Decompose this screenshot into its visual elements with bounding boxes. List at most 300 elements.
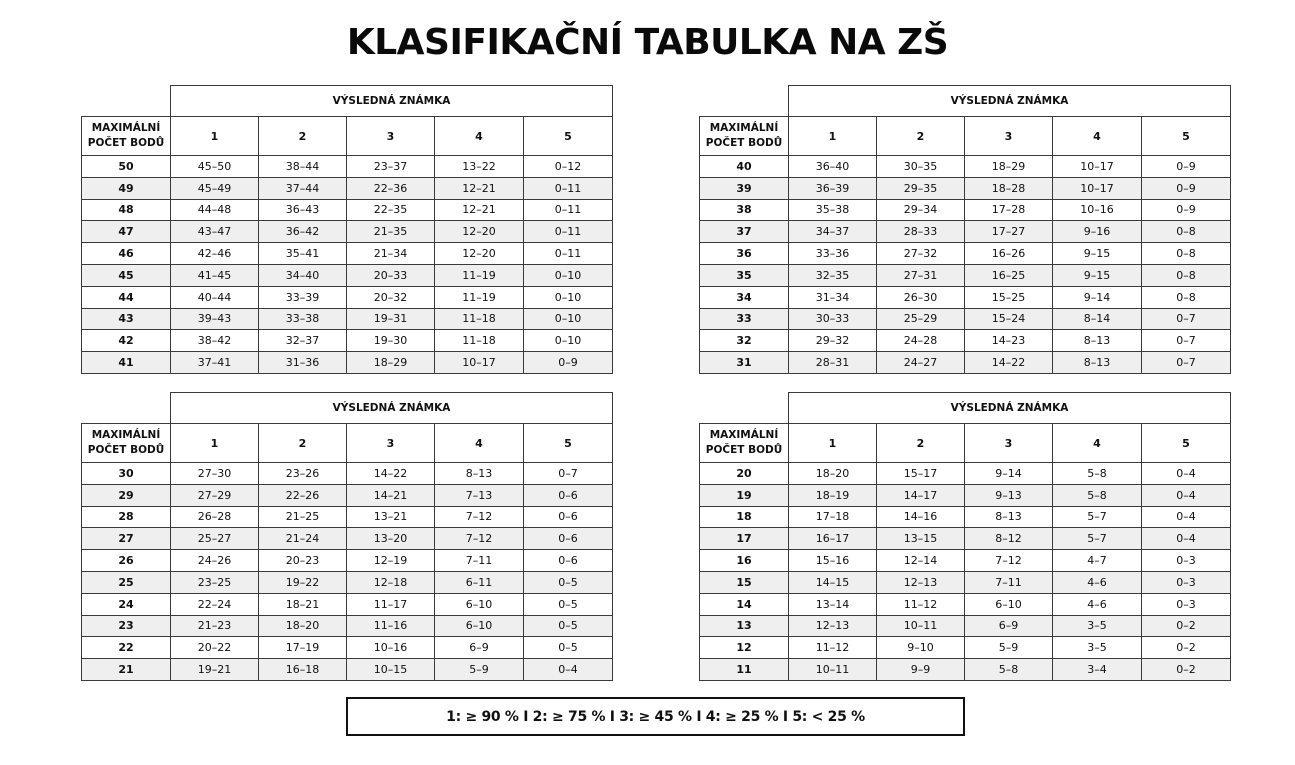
grade-3-range-cell: 14–22 bbox=[347, 463, 435, 485]
table-row bbox=[700, 550, 1231, 572]
grade-1-range-cell: 33–36 bbox=[789, 243, 877, 265]
grade-1-range-cell: 23–25 bbox=[171, 571, 259, 593]
grade-1-range-cell: 26–28 bbox=[171, 506, 259, 528]
grade-header-4: 4 bbox=[435, 117, 524, 156]
grade-3-range-cell: 20–32 bbox=[347, 286, 435, 308]
grade-1-range-cell: 39–43 bbox=[171, 308, 259, 330]
grade-1-range-cell: 30–33 bbox=[789, 308, 877, 330]
grade-5-range-cell: 0–5 bbox=[524, 615, 613, 637]
table-row bbox=[700, 571, 1231, 593]
group-header-row bbox=[700, 86, 1231, 117]
grade-3-range-cell: 12–19 bbox=[347, 550, 435, 572]
max-points-cell: 32 bbox=[700, 330, 789, 352]
column-header-row bbox=[700, 424, 1231, 463]
grade-3-range-cell: 18–29 bbox=[965, 156, 1053, 178]
table-row bbox=[82, 528, 613, 550]
page-title: KLASIFIKAČNÍ TABULKA NA ZŠ bbox=[346, 22, 949, 63]
max-points-header bbox=[700, 117, 789, 156]
grade-4-range-cell: 6–11 bbox=[435, 571, 524, 593]
grading-table-20-11 bbox=[699, 392, 1231, 681]
grade-header-3: 3 bbox=[347, 117, 435, 156]
grade-3-range-cell: 12–18 bbox=[347, 571, 435, 593]
grade-5-range-cell: 0–4 bbox=[1142, 506, 1231, 528]
max-points-header-line2: POČET BODŮ bbox=[87, 137, 165, 149]
max-points-cell: 24 bbox=[82, 593, 171, 615]
max-points-header-line1: MAXIMÁLNÍ bbox=[709, 429, 779, 441]
grade-1-range-cell: 19–21 bbox=[171, 659, 259, 681]
grade-header-1: 1 bbox=[789, 424, 877, 463]
table-row bbox=[700, 243, 1231, 265]
grade-header-4: 4 bbox=[435, 424, 524, 463]
grade-3-range-cell: 22–35 bbox=[347, 199, 435, 221]
grade-5-range-cell: 0–6 bbox=[524, 528, 613, 550]
grade-2-range-cell: 12–13 bbox=[877, 571, 965, 593]
grade-3-range-cell: 17–27 bbox=[965, 221, 1053, 243]
grade-4-range-cell: 10–17 bbox=[435, 352, 524, 374]
grade-1-range-cell: 27–30 bbox=[171, 463, 259, 485]
grade-header-1: 1 bbox=[171, 117, 259, 156]
grade-3-range-cell: 18–28 bbox=[965, 177, 1053, 199]
grade-1-range-cell: 42–46 bbox=[171, 243, 259, 265]
grade-4-range-cell: 9–14 bbox=[1053, 286, 1142, 308]
table-row bbox=[82, 308, 613, 330]
grade-5-range-cell: 0–5 bbox=[524, 571, 613, 593]
table-row bbox=[82, 593, 613, 615]
max-points-cell: 44 bbox=[82, 286, 171, 308]
grade-5-range-cell: 0–4 bbox=[524, 659, 613, 681]
grade-5-range-cell: 0–10 bbox=[524, 308, 613, 330]
grade-3-range-cell: 8–12 bbox=[965, 528, 1053, 550]
grade-1-range-cell: 36–39 bbox=[789, 177, 877, 199]
grade-header-2: 2 bbox=[259, 424, 347, 463]
grade-5-range-cell: 0–2 bbox=[1142, 615, 1231, 637]
grade-5-range-cell: 0–2 bbox=[1142, 637, 1231, 659]
grade-5-range-cell: 0–6 bbox=[524, 550, 613, 572]
max-points-cell: 38 bbox=[700, 199, 789, 221]
grade-2-range-cell: 27–32 bbox=[877, 243, 965, 265]
grade-4-range-cell: 3–5 bbox=[1053, 615, 1142, 637]
grade-2-range-cell: 29–35 bbox=[877, 177, 965, 199]
table-row bbox=[700, 528, 1231, 550]
table-row bbox=[82, 221, 613, 243]
grade-4-range-cell: 7–12 bbox=[435, 528, 524, 550]
max-points-cell: 46 bbox=[82, 243, 171, 265]
grade-1-range-cell: 36–40 bbox=[789, 156, 877, 178]
grade-2-range-cell: 25–29 bbox=[877, 308, 965, 330]
max-points-cell: 47 bbox=[82, 221, 171, 243]
grade-3-range-cell: 8–13 bbox=[965, 506, 1053, 528]
grade-1-range-cell: 38–42 bbox=[171, 330, 259, 352]
grade-5-range-cell: 0–11 bbox=[524, 221, 613, 243]
grade-2-range-cell: 22–26 bbox=[259, 484, 347, 506]
table-row bbox=[700, 593, 1231, 615]
grade-2-range-cell: 18–21 bbox=[259, 593, 347, 615]
max-points-cell: 50 bbox=[82, 156, 171, 178]
blank-corner bbox=[700, 393, 789, 424]
max-points-cell: 36 bbox=[700, 243, 789, 265]
grade-4-range-cell: 12–21 bbox=[435, 199, 524, 221]
max-points-cell: 13 bbox=[700, 615, 789, 637]
grade-header-1: 1 bbox=[789, 117, 877, 156]
grade-2-range-cell: 36–42 bbox=[259, 221, 347, 243]
grade-3-range-cell: 23–37 bbox=[347, 156, 435, 178]
table-row bbox=[700, 615, 1231, 637]
grade-1-range-cell: 14–15 bbox=[789, 571, 877, 593]
grade-5-range-cell: 0–4 bbox=[1142, 528, 1231, 550]
table-row bbox=[82, 484, 613, 506]
grade-4-range-cell: 4–6 bbox=[1053, 571, 1142, 593]
grade-4-range-cell: 7–12 bbox=[435, 506, 524, 528]
grade-header-3: 3 bbox=[965, 117, 1053, 156]
grade-2-range-cell: 20–23 bbox=[259, 550, 347, 572]
grade-4-range-cell: 4–6 bbox=[1053, 593, 1142, 615]
grade-1-range-cell: 20–22 bbox=[171, 637, 259, 659]
max-points-cell: 25 bbox=[82, 571, 171, 593]
max-points-cell: 31 bbox=[700, 352, 789, 374]
grade-3-range-cell: 22–36 bbox=[347, 177, 435, 199]
grade-3-range-cell: 20–33 bbox=[347, 264, 435, 286]
max-points-cell: 18 bbox=[700, 506, 789, 528]
grade-4-range-cell: 5–7 bbox=[1053, 506, 1142, 528]
grade-4-range-cell: 6–10 bbox=[435, 615, 524, 637]
grade-4-range-cell: 11–19 bbox=[435, 264, 524, 286]
grade-4-range-cell: 13–22 bbox=[435, 156, 524, 178]
grade-3-range-cell: 16–25 bbox=[965, 264, 1053, 286]
grade-2-range-cell: 12–14 bbox=[877, 550, 965, 572]
grade-3-range-cell: 7–12 bbox=[965, 550, 1053, 572]
grade-2-range-cell: 14–17 bbox=[877, 484, 965, 506]
grade-3-range-cell: 5–8 bbox=[965, 659, 1053, 681]
grade-5-range-cell: 0–7 bbox=[524, 463, 613, 485]
grade-header-3: 3 bbox=[965, 424, 1053, 463]
blank-corner bbox=[700, 86, 789, 117]
grade-1-range-cell: 28–31 bbox=[789, 352, 877, 374]
grade-5-range-cell: 0–8 bbox=[1142, 221, 1231, 243]
grade-4-range-cell: 3–4 bbox=[1053, 659, 1142, 681]
group-header-vysledna-znamka: VÝSLEDNÁ ZNÁMKA bbox=[789, 86, 1231, 117]
grade-2-range-cell: 21–24 bbox=[259, 528, 347, 550]
grade-1-range-cell: 41–45 bbox=[171, 264, 259, 286]
grade-3-range-cell: 15–25 bbox=[965, 286, 1053, 308]
grade-2-range-cell: 33–38 bbox=[259, 308, 347, 330]
grade-5-range-cell: 0–5 bbox=[524, 637, 613, 659]
max-points-cell: 35 bbox=[700, 264, 789, 286]
table-row bbox=[700, 506, 1231, 528]
grade-1-range-cell: 12–13 bbox=[789, 615, 877, 637]
max-points-cell: 11 bbox=[700, 659, 789, 681]
grade-5-range-cell: 0–10 bbox=[524, 330, 613, 352]
grade-5-range-cell: 0–6 bbox=[524, 506, 613, 528]
grade-3-range-cell: 5–9 bbox=[965, 637, 1053, 659]
grade-5-range-cell: 0–7 bbox=[1142, 352, 1231, 374]
grade-4-range-cell: 4–7 bbox=[1053, 550, 1142, 572]
max-points-header-line1: MAXIMÁLNÍ bbox=[91, 122, 161, 134]
grade-2-range-cell: 24–28 bbox=[877, 330, 965, 352]
max-points-cell: 43 bbox=[82, 308, 171, 330]
grade-1-range-cell: 45–50 bbox=[171, 156, 259, 178]
grade-percentage-legend: 1: ≥ 90 % I 2: ≥ 75 % I 3: ≥ 45 % I 4: ≥ 25 % I 5: < 25 % bbox=[346, 697, 965, 736]
grade-2-range-cell: 23–26 bbox=[259, 463, 347, 485]
group-header-row bbox=[82, 393, 613, 424]
grade-3-range-cell: 16–26 bbox=[965, 243, 1053, 265]
table-row bbox=[700, 177, 1231, 199]
table-row bbox=[700, 659, 1231, 681]
grade-4-range-cell: 7–13 bbox=[435, 484, 524, 506]
max-points-header-line1: MAXIMÁLNÍ bbox=[91, 429, 161, 441]
grade-4-range-cell: 11–18 bbox=[435, 308, 524, 330]
grade-2-range-cell: 27–31 bbox=[877, 264, 965, 286]
grade-2-range-cell: 21–25 bbox=[259, 506, 347, 528]
blank-corner bbox=[82, 393, 171, 424]
grade-4-range-cell: 8–13 bbox=[1053, 330, 1142, 352]
table-row bbox=[82, 177, 613, 199]
max-points-header bbox=[82, 117, 171, 156]
grade-1-range-cell: 27–29 bbox=[171, 484, 259, 506]
grade-2-range-cell: 30–35 bbox=[877, 156, 965, 178]
grade-4-range-cell: 5–8 bbox=[1053, 463, 1142, 485]
grade-3-range-cell: 10–15 bbox=[347, 659, 435, 681]
max-points-cell: 39 bbox=[700, 177, 789, 199]
max-points-cell: 33 bbox=[700, 308, 789, 330]
table-row bbox=[82, 571, 613, 593]
grade-1-range-cell: 13–14 bbox=[789, 593, 877, 615]
grade-4-range-cell: 5–9 bbox=[435, 659, 524, 681]
grade-3-range-cell: 11–17 bbox=[347, 593, 435, 615]
grade-2-range-cell: 9–10 bbox=[877, 637, 965, 659]
grade-4-range-cell: 5–8 bbox=[1053, 484, 1142, 506]
grade-2-range-cell: 10–11 bbox=[877, 615, 965, 637]
grade-4-range-cell: 9–16 bbox=[1053, 221, 1142, 243]
grade-2-range-cell: 29–34 bbox=[877, 199, 965, 221]
grade-header-4: 4 bbox=[1053, 117, 1142, 156]
grade-5-range-cell: 0–10 bbox=[524, 264, 613, 286]
grade-header-5: 5 bbox=[1142, 424, 1231, 463]
grade-4-range-cell: 9–15 bbox=[1053, 243, 1142, 265]
grade-3-range-cell: 6–9 bbox=[965, 615, 1053, 637]
grade-1-range-cell: 44–48 bbox=[171, 199, 259, 221]
max-points-cell: 34 bbox=[700, 286, 789, 308]
max-points-cell: 49 bbox=[82, 177, 171, 199]
table-row bbox=[82, 615, 613, 637]
grade-1-range-cell: 43–47 bbox=[171, 221, 259, 243]
grade-2-range-cell: 28–33 bbox=[877, 221, 965, 243]
table-row bbox=[82, 550, 613, 572]
table-row bbox=[700, 286, 1231, 308]
grade-1-range-cell: 17–18 bbox=[789, 506, 877, 528]
grade-5-range-cell: 0–9 bbox=[1142, 156, 1231, 178]
table-row bbox=[700, 199, 1231, 221]
grade-3-range-cell: 19–30 bbox=[347, 330, 435, 352]
grade-3-range-cell: 21–34 bbox=[347, 243, 435, 265]
table-row bbox=[82, 286, 613, 308]
grade-2-range-cell: 33–39 bbox=[259, 286, 347, 308]
grade-3-range-cell: 15–24 bbox=[965, 308, 1053, 330]
group-header-row bbox=[700, 393, 1231, 424]
grade-1-range-cell: 34–37 bbox=[789, 221, 877, 243]
grade-4-range-cell: 5–7 bbox=[1053, 528, 1142, 550]
grade-4-range-cell: 8–13 bbox=[435, 463, 524, 485]
grade-header-2: 2 bbox=[877, 117, 965, 156]
max-points-cell: 37 bbox=[700, 221, 789, 243]
grade-4-range-cell: 12–20 bbox=[435, 221, 524, 243]
grade-3-range-cell: 14–22 bbox=[965, 352, 1053, 374]
group-header-vysledna-znamka: VÝSLEDNÁ ZNÁMKA bbox=[789, 393, 1231, 424]
grade-1-range-cell: 45–49 bbox=[171, 177, 259, 199]
grade-header-4: 4 bbox=[1053, 424, 1142, 463]
grade-5-range-cell: 0–7 bbox=[1142, 330, 1231, 352]
grade-5-range-cell: 0–3 bbox=[1142, 550, 1231, 572]
grade-header-5: 5 bbox=[524, 117, 613, 156]
grade-2-range-cell: 32–37 bbox=[259, 330, 347, 352]
grade-1-range-cell: 37–41 bbox=[171, 352, 259, 374]
grade-5-range-cell: 0–8 bbox=[1142, 264, 1231, 286]
max-points-cell: 14 bbox=[700, 593, 789, 615]
table-row bbox=[700, 156, 1231, 178]
grade-3-range-cell: 14–23 bbox=[965, 330, 1053, 352]
grade-5-range-cell: 0–10 bbox=[524, 286, 613, 308]
grade-1-range-cell: 29–32 bbox=[789, 330, 877, 352]
max-points-cell: 22 bbox=[82, 637, 171, 659]
table-row bbox=[82, 199, 613, 221]
grade-5-range-cell: 0–11 bbox=[524, 199, 613, 221]
grade-2-range-cell: 13–15 bbox=[877, 528, 965, 550]
group-header-vysledna-znamka: VÝSLEDNÁ ZNÁMKA bbox=[171, 86, 613, 117]
table-row bbox=[82, 264, 613, 286]
table-row bbox=[82, 330, 613, 352]
grade-2-range-cell: 14–16 bbox=[877, 506, 965, 528]
max-points-cell: 23 bbox=[82, 615, 171, 637]
max-points-cell: 27 bbox=[82, 528, 171, 550]
grade-header-2: 2 bbox=[259, 117, 347, 156]
grade-3-range-cell: 11–16 bbox=[347, 615, 435, 637]
max-points-cell: 17 bbox=[700, 528, 789, 550]
table-row bbox=[82, 506, 613, 528]
grade-1-range-cell: 31–34 bbox=[789, 286, 877, 308]
grade-2-range-cell: 37–44 bbox=[259, 177, 347, 199]
grade-5-range-cell: 0–4 bbox=[1142, 463, 1231, 485]
grade-1-range-cell: 18–19 bbox=[789, 484, 877, 506]
max-points-cell: 19 bbox=[700, 484, 789, 506]
max-points-header-line2: POČET BODŮ bbox=[705, 137, 783, 149]
max-points-cell: 40 bbox=[700, 156, 789, 178]
grade-header-5: 5 bbox=[524, 424, 613, 463]
max-points-cell: 20 bbox=[700, 463, 789, 485]
table-row bbox=[82, 463, 613, 485]
max-points-cell: 21 bbox=[82, 659, 171, 681]
group-header-vysledna-znamka: VÝSLEDNÁ ZNÁMKA bbox=[171, 393, 613, 424]
grade-1-range-cell: 40–44 bbox=[171, 286, 259, 308]
max-points-cell: 26 bbox=[82, 550, 171, 572]
blank-corner bbox=[82, 86, 171, 117]
grade-5-range-cell: 0–12 bbox=[524, 156, 613, 178]
table-row bbox=[700, 308, 1231, 330]
grade-2-range-cell: 15–17 bbox=[877, 463, 965, 485]
grade-4-range-cell: 12–21 bbox=[435, 177, 524, 199]
max-points-cell: 48 bbox=[82, 199, 171, 221]
table-row bbox=[82, 243, 613, 265]
grade-5-range-cell: 0–4 bbox=[1142, 484, 1231, 506]
max-points-cell: 41 bbox=[82, 352, 171, 374]
grade-4-range-cell: 10–17 bbox=[1053, 177, 1142, 199]
grade-header-2: 2 bbox=[877, 424, 965, 463]
max-points-cell: 15 bbox=[700, 571, 789, 593]
grade-3-range-cell: 7–11 bbox=[965, 571, 1053, 593]
grade-1-range-cell: 10–11 bbox=[789, 659, 877, 681]
grade-1-range-cell: 24–26 bbox=[171, 550, 259, 572]
table-row bbox=[82, 352, 613, 374]
table-row bbox=[82, 156, 613, 178]
grade-4-range-cell: 8–13 bbox=[1053, 352, 1142, 374]
max-points-header-line2: POČET BODŮ bbox=[705, 444, 783, 456]
grade-3-range-cell: 6–10 bbox=[965, 593, 1053, 615]
grade-2-range-cell: 38–44 bbox=[259, 156, 347, 178]
grade-header-1: 1 bbox=[171, 424, 259, 463]
grade-5-range-cell: 0–5 bbox=[524, 593, 613, 615]
grade-header-3: 3 bbox=[347, 424, 435, 463]
grade-5-range-cell: 0–11 bbox=[524, 243, 613, 265]
grade-2-range-cell: 31–36 bbox=[259, 352, 347, 374]
grade-3-range-cell: 21–35 bbox=[347, 221, 435, 243]
grade-4-range-cell: 11–19 bbox=[435, 286, 524, 308]
grade-1-range-cell: 11–12 bbox=[789, 637, 877, 659]
grade-4-range-cell: 10–17 bbox=[1053, 156, 1142, 178]
grade-2-range-cell: 36–43 bbox=[259, 199, 347, 221]
grade-4-range-cell: 10–16 bbox=[1053, 199, 1142, 221]
grade-2-range-cell: 19–22 bbox=[259, 571, 347, 593]
grade-1-range-cell: 22–24 bbox=[171, 593, 259, 615]
grading-table-30-21 bbox=[81, 392, 613, 681]
grade-2-range-cell: 9–9 bbox=[877, 659, 965, 681]
grade-2-range-cell: 18–20 bbox=[259, 615, 347, 637]
max-points-header bbox=[82, 424, 171, 463]
column-header-row bbox=[700, 117, 1231, 156]
grade-5-range-cell: 0–9 bbox=[524, 352, 613, 374]
grade-1-range-cell: 21–23 bbox=[171, 615, 259, 637]
grade-1-range-cell: 18–20 bbox=[789, 463, 877, 485]
grade-5-range-cell: 0–8 bbox=[1142, 243, 1231, 265]
grade-4-range-cell: 6–9 bbox=[435, 637, 524, 659]
grade-3-range-cell: 19–31 bbox=[347, 308, 435, 330]
max-points-header-line1: MAXIMÁLNÍ bbox=[709, 122, 779, 134]
grade-5-range-cell: 0–3 bbox=[1142, 571, 1231, 593]
max-points-header bbox=[700, 424, 789, 463]
grade-5-range-cell: 0–8 bbox=[1142, 286, 1231, 308]
grade-4-range-cell: 11–18 bbox=[435, 330, 524, 352]
table-row bbox=[700, 463, 1231, 485]
grade-3-range-cell: 14–21 bbox=[347, 484, 435, 506]
column-header-row bbox=[82, 424, 613, 463]
max-points-cell: 42 bbox=[82, 330, 171, 352]
grade-2-range-cell: 11–12 bbox=[877, 593, 965, 615]
grade-4-range-cell: 9–15 bbox=[1053, 264, 1142, 286]
table-row bbox=[82, 659, 613, 681]
grade-3-range-cell: 9–14 bbox=[965, 463, 1053, 485]
max-points-cell: 45 bbox=[82, 264, 171, 286]
grade-1-range-cell: 25–27 bbox=[171, 528, 259, 550]
grading-table-50-41 bbox=[81, 85, 613, 374]
grade-4-range-cell: 8–14 bbox=[1053, 308, 1142, 330]
table-row bbox=[700, 221, 1231, 243]
table-row bbox=[700, 637, 1231, 659]
table-row bbox=[700, 330, 1231, 352]
grade-3-range-cell: 18–29 bbox=[347, 352, 435, 374]
grade-2-range-cell: 35–41 bbox=[259, 243, 347, 265]
grade-5-range-cell: 0–9 bbox=[1142, 199, 1231, 221]
grade-4-range-cell: 7–11 bbox=[435, 550, 524, 572]
grade-5-range-cell: 0–9 bbox=[1142, 177, 1231, 199]
table-row bbox=[700, 484, 1231, 506]
grade-4-range-cell: 12–20 bbox=[435, 243, 524, 265]
